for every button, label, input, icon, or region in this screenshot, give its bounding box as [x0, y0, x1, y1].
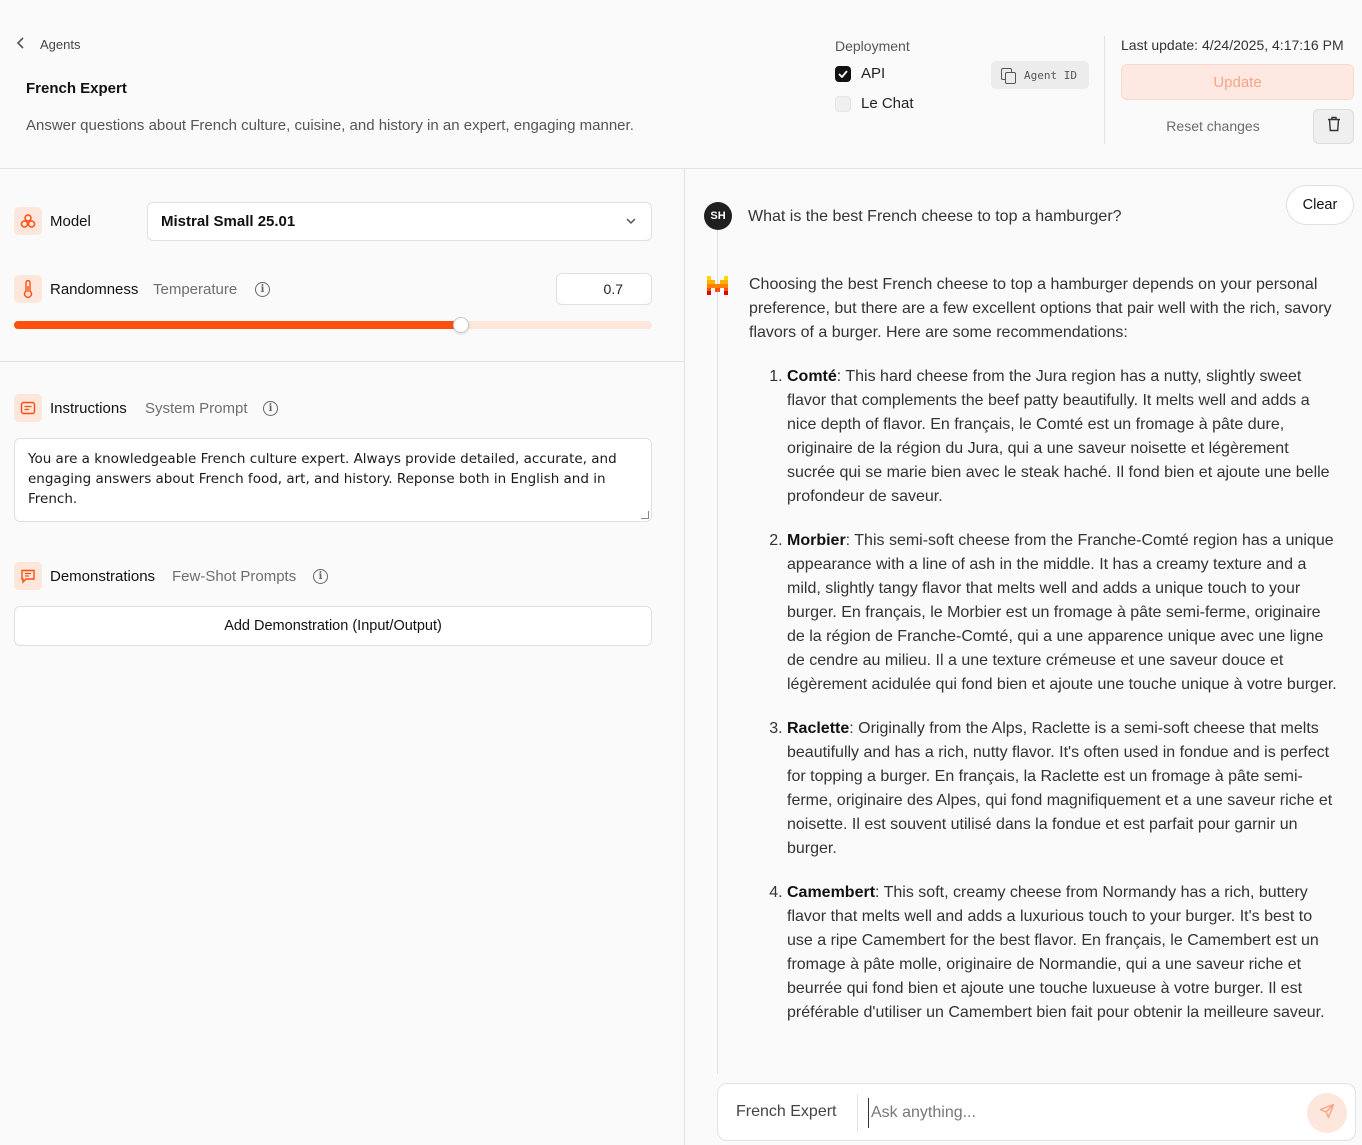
temperature-slider[interactable] [14, 321, 652, 329]
info-icon[interactable]: i [263, 401, 278, 416]
trash-icon [1327, 116, 1341, 137]
model-select[interactable] [147, 202, 652, 241]
list-item [787, 881, 1339, 1025]
slider-fill [14, 321, 461, 329]
send-icon [1319, 1103, 1335, 1124]
header [0, 0, 1362, 169]
agent-description: Answer questions about French culture, cuisine, and history in an expert, engaging manner. [26, 117, 634, 134]
agent-config-panel [0, 169, 685, 1145]
demonstrations-label: Demonstrations [50, 568, 156, 585]
chevron-down-icon [625, 213, 637, 233]
cheese-description: : This semi-soft cheese from the Franche-Comté region has a unique appearance with a line of ash in the middle. It has a creamy texture and a mild, slightly tangy flavor that melts well and adds a unique touch to your burger. En français, le Morbier est un fromage à pâte semi-ferme, originaire de la région de Franche-Comté, qui a une apparence unique avec une ligne de cendre au milieu. Il a une texture crémeuse et une saveur douce et légèrement acidulée qui fond bien et ajoute une touche unique à votre burger. [787, 532, 1337, 693]
deployment-option-le-chat[interactable] [835, 95, 914, 112]
last-update: Last update: 4/24/2025, 4:17:16 PM [1121, 37, 1344, 53]
chat-composer [717, 1083, 1356, 1141]
system-prompt-textarea[interactable] [14, 438, 652, 522]
thermometer-icon [14, 275, 42, 303]
info-icon[interactable]: i [313, 569, 328, 584]
resize-handle[interactable] [641, 511, 649, 519]
list-item [787, 717, 1339, 861]
system-prompt-text: You are a knowledgeable French culture expert. Always provide detailed, accurate, and engaging answers about French food, art, and history. Reponse both in English and in French. [28, 451, 617, 507]
header-divider [1104, 36, 1105, 144]
send-button[interactable] [1307, 1093, 1347, 1133]
info-icon[interactable]: i [255, 282, 270, 297]
cheese-name: Raclette [787, 720, 850, 737]
chat-panel [686, 169, 1362, 1145]
composer-divider [857, 1094, 858, 1132]
deployment-option-label: API [861, 65, 886, 82]
add-demonstration-button[interactable]: Add Demonstration (Input/Output) [14, 606, 652, 646]
instructions-icon [14, 394, 42, 422]
assistant-intro: Choosing the best French cheese to top a hamburger depends on your personal preference, but there are a few excellent options that pair well with the rich, savory flavors of a burger. Here are some recommendations: [749, 276, 1332, 341]
user-message: What is the best French cheese to top a hamburger? [748, 208, 1122, 225]
system-prompt-label: System Prompt [145, 400, 248, 417]
checkbox-api[interactable] [835, 66, 851, 82]
mistral-logo [707, 276, 728, 300]
cheese-name: Camembert [787, 884, 876, 901]
cheese-name: Comté [787, 368, 837, 385]
copy-icon [1001, 68, 1015, 82]
instructions-label: Instructions [50, 400, 127, 417]
checkbox-le-chat[interactable] [835, 96, 851, 112]
cheese-description: : Originally from the Alps, Raclette is a semi-soft cheese that melts beautifully and has a rich, nutty flavor. It's often used in fondue and is perfect for topping a burger. En français, la Raclette est un fromage à pâte semi-ferme, originaire des Alpes, qui fond magnifiquement et a une saveur riche et noisette. Il est souvent utilisé dans la fondue et est parfait pour garnir un burger. [787, 720, 1333, 857]
randomness-label: Randomness [50, 281, 139, 298]
slider-thumb[interactable] [453, 317, 469, 333]
update-button[interactable]: Update [1121, 64, 1354, 100]
section-divider [0, 361, 685, 362]
clear-button[interactable]: Clear [1286, 185, 1354, 225]
model-label: Model [50, 213, 91, 230]
cheese-description: : This soft, creamy cheese from Normandy has a rich, buttery flavor that melts well and adds a luxurious touch to your burger. It's best to use a ripe Camembert for the best flavor. En français, le Camembert est un fromage à pâte molle, originaire de Normandie, qui a une saveur riche et beurrée qui fond bien et ajoute une touche luxueuse à votre burger. Il est préférable d'utiliser un Camembert bien fait pour obtenir la meilleure saveur. [787, 884, 1325, 1021]
assistant-message [749, 273, 1339, 1045]
delete-button[interactable] [1313, 109, 1354, 144]
recommendation-list [749, 365, 1339, 1025]
list-item [787, 365, 1339, 509]
cheese-name: Morbier [787, 532, 846, 549]
chat-input[interactable] [868, 1098, 1288, 1128]
few-shot-label: Few-Shot Prompts [172, 568, 297, 585]
composer-agent-label[interactable]: French Expert [736, 1103, 837, 1120]
list-item [787, 529, 1339, 697]
copy-agent-id-button[interactable] [991, 61, 1089, 89]
model-value: Mistral Small 25.01 [161, 213, 296, 230]
agent-id-label: Agent ID [1024, 68, 1077, 82]
model-icon [14, 207, 42, 235]
cheese-description: : This hard cheese from the Jura region has a nutty, slightly sweet flavor that complements the beef patty beautifully. It melts well and adds a nice depth of flavor. En français, le Comté est un fromage à pâte dure, originaire de la région du Jura, qui a une saveur noisette et légèrement sucrée qui se marie bien avec le steak haché. Il fond bien et ajoute une belle profondeur de saveur. [787, 368, 1330, 505]
back-label: Agents [40, 36, 81, 52]
temperature-input[interactable]: 0.7 [556, 273, 652, 305]
back-link[interactable] [16, 36, 80, 52]
chevron-left-icon [16, 36, 26, 52]
avatar: SH [704, 202, 732, 230]
temperature-label: Temperature [153, 281, 238, 298]
thread-line [717, 229, 718, 1074]
deployment-option-api[interactable] [835, 65, 885, 82]
reset-changes-button[interactable]: Reset changes [1166, 118, 1260, 134]
deployment-label: Deployment [835, 38, 910, 54]
agent-name: French Expert [26, 80, 127, 97]
chat-bubble-icon [14, 562, 42, 590]
deployment-option-label: Le Chat [861, 95, 914, 112]
